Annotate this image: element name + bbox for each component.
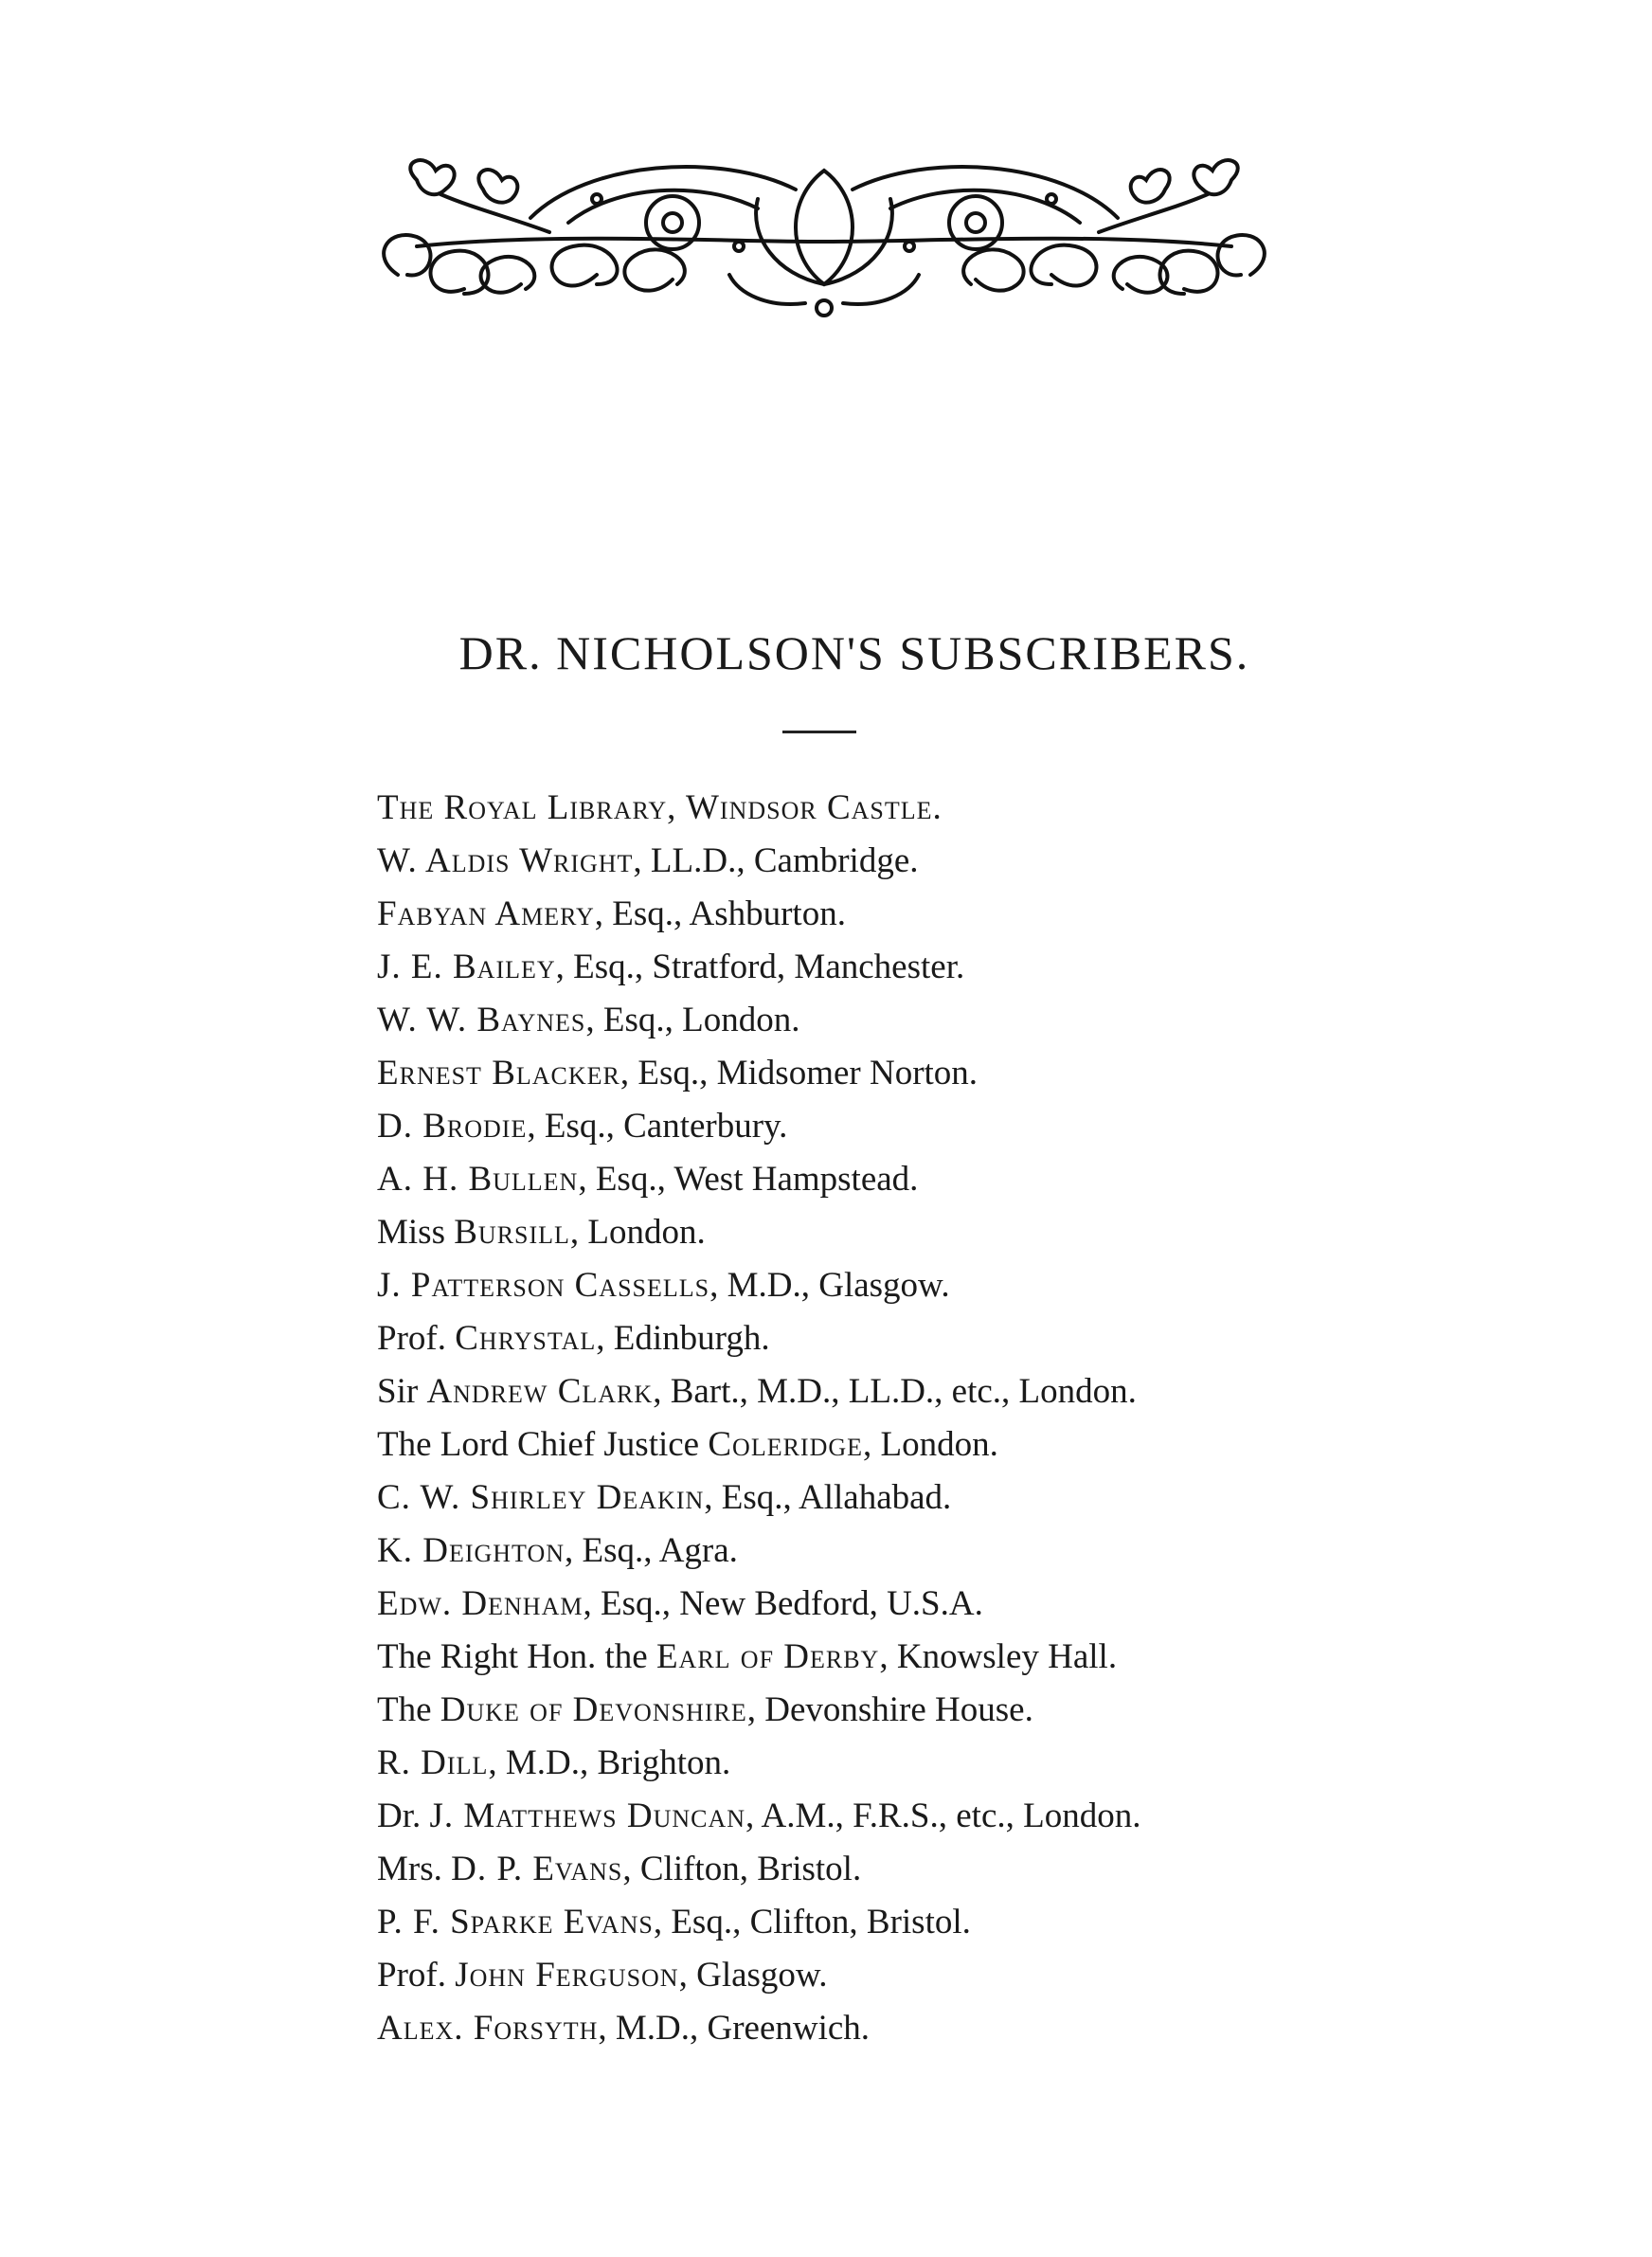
subscriber-entry xyxy=(377,1418,1140,1472)
subscriber-entry xyxy=(377,1100,1140,1153)
subscriber-detail: , Esq., Stratford, Manchester. xyxy=(555,948,965,986)
subscriber-detail: Sir xyxy=(377,1372,427,1411)
subscriber-entry xyxy=(377,1949,1140,2002)
subscriber-name: J. Matthews Duncan xyxy=(429,1797,746,1835)
subscriber-name: Duke of Devonshire xyxy=(440,1690,747,1729)
subscriber-detail: , London. xyxy=(569,1213,706,1252)
subscriber-entry xyxy=(377,1790,1140,1843)
subscriber-name: The Royal Library, Windsor Castle. xyxy=(377,788,943,827)
subscriber-list xyxy=(377,782,1140,2055)
subscriber-entry xyxy=(377,1525,1140,1578)
subscriber-name: A. H. Bullen xyxy=(377,1160,579,1199)
subscriber-entry xyxy=(377,835,1140,888)
subscriber-entry xyxy=(377,782,1140,835)
subscriber-detail: , Esq., Canterbury. xyxy=(527,1107,788,1146)
subscriber-entry xyxy=(377,2002,1140,2055)
subscriber-entry xyxy=(377,1578,1140,1631)
subscriber-name: D. Brodie xyxy=(377,1107,528,1146)
subscriber-entry xyxy=(377,1047,1140,1100)
subscriber-name: Edw. Denham xyxy=(377,1584,584,1623)
subscriber-entry xyxy=(377,1472,1140,1525)
subscriber-name: Fabyan Amery xyxy=(377,894,595,933)
subscriber-name: Chrystal xyxy=(455,1319,597,1358)
subscriber-entry xyxy=(377,1843,1140,1896)
subscriber-detail: , Esq., New Bedford, U.S.A. xyxy=(583,1584,983,1623)
subscriber-name: P. F. Sparke Evans xyxy=(377,1903,654,1941)
subscriber-detail: , A.M., F.R.S., etc., London. xyxy=(745,1797,1141,1835)
subscriber-entry xyxy=(377,1259,1140,1312)
subscriber-detail: Dr. xyxy=(377,1797,430,1835)
subscriber-name: W. Aldis Wright xyxy=(377,841,634,880)
subscriber-detail: The xyxy=(377,1690,440,1729)
subscriber-entry xyxy=(377,1684,1140,1737)
subscriber-detail: , M.D., Glasgow. xyxy=(709,1266,950,1305)
page-title: DR. NICHOLSON'S SUBSCRIBERS. xyxy=(458,626,1250,679)
subscriber-detail: , M.D., Brighton. xyxy=(488,1743,731,1782)
subscriber-detail: , London. xyxy=(863,1425,998,1464)
subscriber-detail: The Lord Chief Justice xyxy=(377,1425,709,1464)
subscriber-detail: , M.D., Greenwich. xyxy=(598,2009,871,2048)
subscriber-name: W. W. Baynes xyxy=(377,1001,586,1039)
subscriber-detail: , Esq., London. xyxy=(585,1001,800,1039)
subscriber-name: Earl of Derby xyxy=(655,1637,880,1676)
subscriber-detail: The Right Hon. the xyxy=(377,1637,656,1676)
subscriber-detail: , Clifton, Bristol. xyxy=(622,1850,862,1888)
subscriber-name: K. Deighton xyxy=(377,1531,565,1570)
subscriber-entry xyxy=(377,1365,1140,1418)
subscriber-detail: , Devonshire House. xyxy=(746,1690,1033,1729)
subscriber-detail: Mrs. xyxy=(377,1850,452,1888)
subscriber-detail: , LL.D., Cambridge. xyxy=(633,841,919,880)
subscriber-name: J. Patterson Cassells xyxy=(377,1266,710,1305)
subscriber-detail: , Glasgow. xyxy=(678,1956,828,1995)
subscriber-name: C. W. Shirley Deakin xyxy=(377,1478,705,1517)
subscriber-name: Ernest Blacker xyxy=(377,1054,620,1092)
subscriber-detail: , Edinburgh. xyxy=(596,1319,770,1358)
subscriber-detail: , Esq., Allahabad. xyxy=(704,1478,952,1517)
subscriber-detail: , Bart., M.D., LL.D., etc., London. xyxy=(653,1372,1137,1411)
subscriber-detail: , Esq., Ashburton. xyxy=(594,894,846,933)
subscriber-detail: , Knowsley Hall. xyxy=(879,1637,1118,1676)
subscriber-entry xyxy=(377,941,1140,994)
subscriber-entry xyxy=(377,1312,1140,1365)
subscriber-entry xyxy=(377,1631,1140,1684)
subscriber-name: R. Dill xyxy=(377,1743,489,1782)
subscriber-name: Andrew Clark xyxy=(426,1372,654,1411)
subscriber-detail: , Esq., Clifton, Bristol. xyxy=(653,1903,971,1941)
subscriber-name: D. P. Evans xyxy=(451,1850,623,1888)
subscriber-entry xyxy=(377,888,1140,941)
subscriber-entry xyxy=(377,994,1140,1047)
subscriber-detail: Miss xyxy=(377,1213,455,1252)
subscriber-detail: Prof. xyxy=(377,1956,456,1995)
subscriber-detail: , Esq., West Hampstead. xyxy=(578,1160,919,1199)
subscriber-name: Alex. Forsyth xyxy=(377,2009,599,2048)
subscriber-entry xyxy=(377,1896,1140,1949)
title-rule-divider xyxy=(782,731,856,733)
subscriber-entry xyxy=(377,1206,1140,1259)
subscriber-name: J. E. Bailey xyxy=(377,948,556,986)
floral-headpiece-ornament xyxy=(360,142,1288,332)
subscriber-entry xyxy=(377,1153,1140,1206)
subscriber-detail: Prof. xyxy=(377,1319,456,1358)
subscriber-detail: , Esq., Agra. xyxy=(565,1531,738,1570)
subscriber-entry xyxy=(377,1737,1140,1790)
subscriber-name: Bursill xyxy=(454,1213,570,1252)
subscriber-name: John Ferguson xyxy=(455,1956,679,1995)
subscriber-detail: , Esq., Midsomer Norton. xyxy=(620,1054,979,1092)
subscriber-name: Coleridge xyxy=(708,1425,864,1464)
